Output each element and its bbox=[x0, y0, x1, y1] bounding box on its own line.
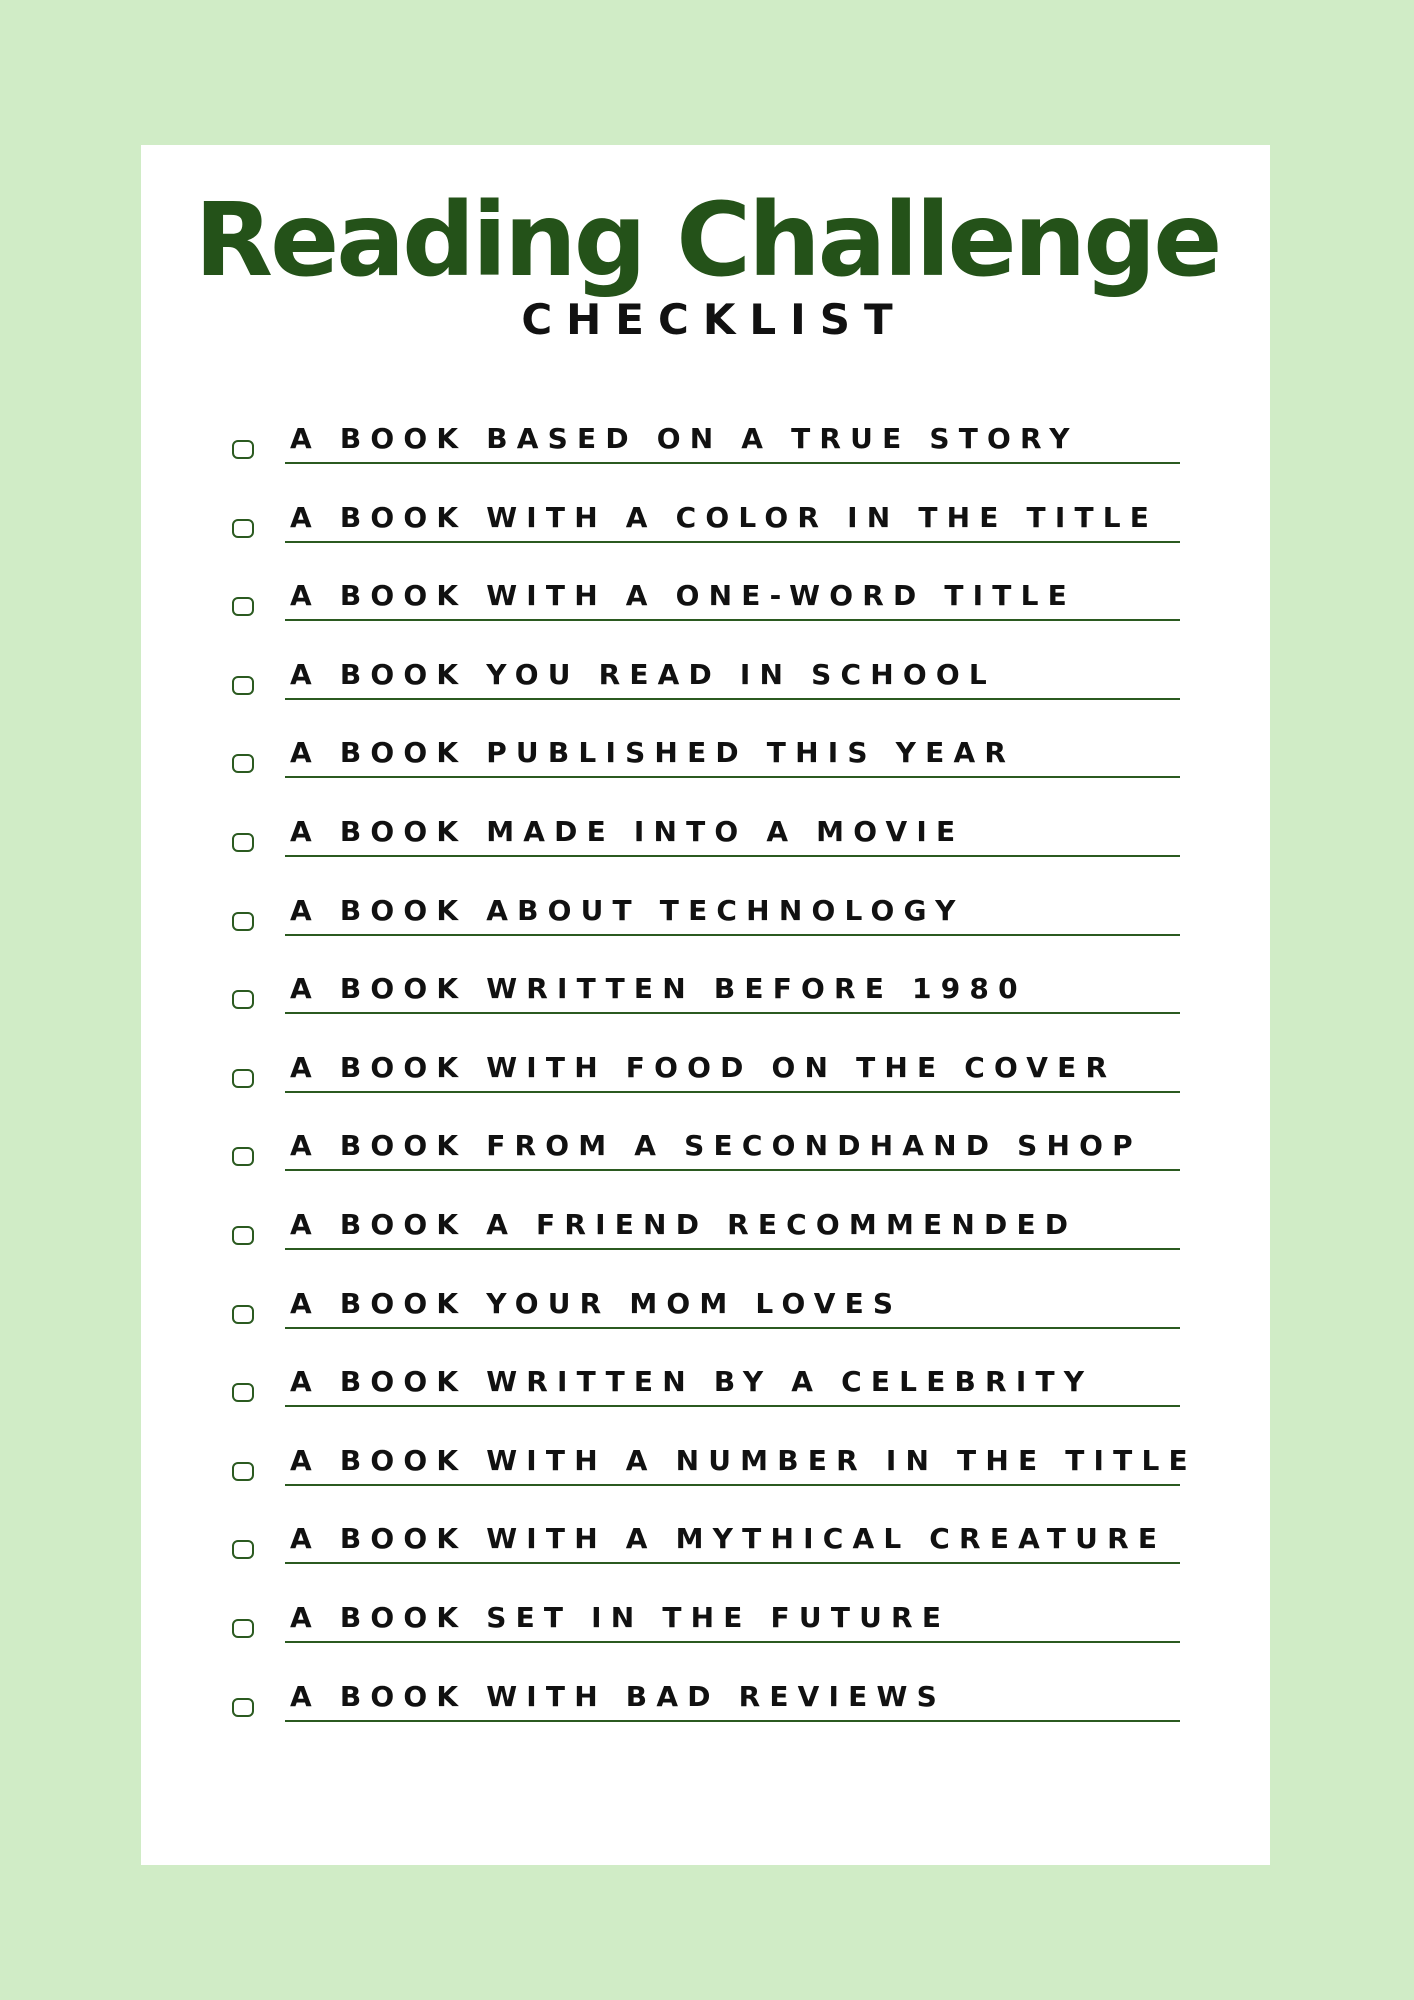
writing-line bbox=[285, 1248, 1180, 1250]
checkbox[interactable] bbox=[232, 1069, 254, 1088]
checklist-item[interactable] bbox=[230, 1422, 1197, 1501]
checklist-item[interactable] bbox=[230, 714, 1180, 793]
checklist-item-label: A BOOK MADE INTO A MOVIE bbox=[290, 814, 965, 848]
writing-line bbox=[285, 776, 1180, 778]
checklist-item[interactable] bbox=[230, 793, 1180, 872]
checklist-item-label: A BOOK BASED ON A TRUE STORY bbox=[290, 422, 1079, 455]
checklist-item-label: A BOOK WRITTEN BEFORE 1980 bbox=[290, 972, 1027, 1006]
checklist-item-label: A BOOK YOUR MOM LOVES bbox=[290, 1286, 903, 1320]
checklist-item[interactable] bbox=[230, 872, 1180, 951]
checklist-item[interactable] bbox=[230, 557, 1180, 636]
checklist-item[interactable] bbox=[230, 1343, 1180, 1422]
checklist-item[interactable] bbox=[230, 1658, 1180, 1737]
checkbox[interactable] bbox=[232, 1226, 254, 1245]
writing-line bbox=[285, 1641, 1180, 1643]
checkbox[interactable] bbox=[232, 1462, 254, 1481]
checkbox[interactable] bbox=[232, 754, 254, 773]
checklist-item[interactable] bbox=[230, 1500, 1180, 1579]
checklist-item[interactable] bbox=[230, 1186, 1180, 1265]
checklist-item[interactable] bbox=[230, 1107, 1180, 1186]
checklist-item-label: A BOOK WITH A NUMBER IN THE TITLE bbox=[290, 1443, 1197, 1477]
checkbox[interactable] bbox=[232, 1383, 254, 1402]
writing-line bbox=[285, 1012, 1180, 1014]
checklist-item-label: A BOOK PUBLISHED THIS YEAR bbox=[290, 736, 1016, 770]
challenge-checklist bbox=[230, 400, 1197, 1736]
writing-line bbox=[285, 1327, 1180, 1329]
writing-line bbox=[285, 1405, 1180, 1407]
checklist-item[interactable] bbox=[230, 400, 1180, 479]
checklist-item-label: A BOOK WITH A ONE-WORD TITLE bbox=[290, 579, 1076, 613]
page-subtitle: CHECKLIST bbox=[521, 295, 907, 344]
checkbox[interactable] bbox=[232, 1540, 254, 1559]
writing-line bbox=[285, 1720, 1180, 1722]
checkbox[interactable] bbox=[232, 440, 254, 459]
writing-line bbox=[285, 462, 1180, 464]
checklist-item-label: A BOOK WITH FOOD ON THE COVER bbox=[290, 1050, 1117, 1084]
checkbox[interactable] bbox=[232, 1305, 254, 1324]
checkbox[interactable] bbox=[232, 833, 254, 852]
checklist-item-label: A BOOK A FRIEND RECOMMENDED bbox=[290, 1207, 1078, 1241]
checklist-item-label: A BOOK ABOUT TECHNOLOGY bbox=[290, 893, 965, 927]
checkbox[interactable] bbox=[232, 676, 254, 695]
checkbox[interactable] bbox=[232, 990, 254, 1009]
checklist-item[interactable] bbox=[230, 1029, 1180, 1108]
checklist-item-label: A BOOK YOU READ IN SCHOOL bbox=[290, 657, 996, 691]
checklist-item-label: A BOOK WITH A MYTHICAL CREATURE bbox=[290, 1522, 1167, 1556]
writing-line bbox=[285, 1091, 1180, 1093]
checkbox[interactable] bbox=[232, 1698, 254, 1717]
writing-line bbox=[285, 934, 1180, 936]
checklist-item[interactable] bbox=[230, 636, 1180, 715]
checkbox[interactable] bbox=[232, 1619, 254, 1638]
checklist-item-label: A BOOK WITH A COLOR IN THE TITLE bbox=[290, 500, 1159, 534]
checklist-item[interactable] bbox=[230, 1579, 1180, 1658]
checklist-item[interactable] bbox=[230, 479, 1180, 558]
checkbox[interactable] bbox=[232, 519, 254, 538]
writing-line bbox=[285, 541, 1180, 543]
writing-line bbox=[285, 698, 1180, 700]
checklist-item-label: A BOOK WRITTEN BY A CELEBRITY bbox=[290, 1365, 1094, 1399]
checklist-item-label: A BOOK WITH BAD REVIEWS bbox=[290, 1679, 946, 1713]
checklist-item[interactable] bbox=[230, 950, 1180, 1029]
writing-line bbox=[285, 619, 1180, 621]
writing-line bbox=[285, 1562, 1180, 1564]
checkbox[interactable] bbox=[232, 912, 254, 931]
checklist-item-label: A BOOK SET IN THE FUTURE bbox=[290, 1600, 951, 1634]
writing-line bbox=[285, 1484, 1180, 1486]
checkbox[interactable] bbox=[232, 597, 254, 616]
checkbox[interactable] bbox=[232, 1147, 254, 1166]
checklist-item[interactable] bbox=[230, 1265, 1180, 1344]
page-title: Reading Challenge bbox=[194, 181, 1220, 300]
writing-line bbox=[285, 1169, 1180, 1171]
checklist-item-label: A BOOK FROM A SECONDHAND SHOP bbox=[290, 1129, 1142, 1163]
writing-line bbox=[285, 855, 1180, 857]
